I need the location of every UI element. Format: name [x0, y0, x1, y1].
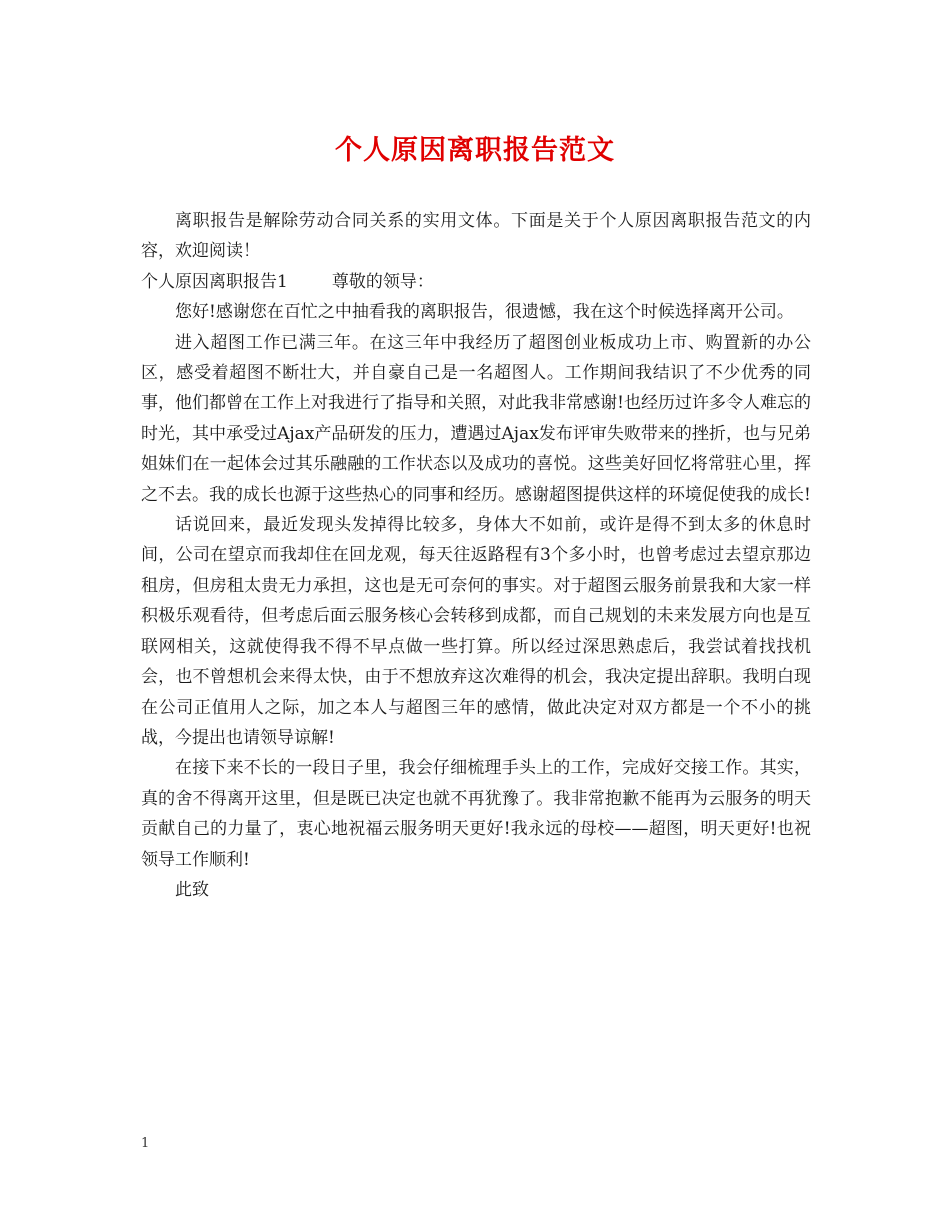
report-heading-line [141, 267, 811, 297]
page-number: 1 [141, 1136, 150, 1151]
document-title: 个人原因离职报告范文 [335, 135, 615, 166]
closing-phrase: 此致 [175, 879, 209, 900]
body-paragraph: 话说回来，最近发现头发掉得比较多，身体大不如前，或许是得不到太多的休息时间，公司在望京而我却住在回龙观，每天往返路程有3个多小时，也曾考虑过去望京那边租房，但房租太贵无力承担，这也是无可奈何的事实。对于超图云服务前景我和大家一样积极乐观看待，但考虑后面云服务核心会转移到成都，而自己规划的未来发展方向也是互联网相关，这就使得我不得不早点做一些打算。所以经过深思熟虑后，我尝试着找找机会，也不曾想机会来得太快，由于不想放弃这次难得的机会，我决定提出辞职。我明白现在公司正值用人之际，加之本人与超图三年的感情，做此决定对双方都是一个不小的挑战，今提出也请领导谅解! [141, 515, 811, 748]
salutation: 尊敬的领导： [331, 271, 434, 292]
document-body [141, 206, 811, 905]
body-paragraph: 进入超图工作已满三年。在这三年中我经历了超图创业板成功上市、购置新的办公区，感受着超图不断壮大，并自豪自己是一名超图人。工作期间我结识了不少优秀的同事，他们都曾在工作上对我进行了指导和关照，对此我非常感谢!也经历过许多令人难忘的时光，其中承受过Ajax产品研发的压力，遭遇过Ajax发布评审失败带来的挫折，也与兄弟姐妹们在一起体会过其乐融融的工作状态以及成功的喜悦。这些美好回忆将常驻心里，挥之不去。我的成长也源于这些热心的同事和经历。感谢超图提供这样的环境促使我的成长! [141, 332, 811, 505]
report-heading: 个人原因离职报告1 [141, 271, 288, 292]
intro-paragraph: 离职报告是解除劳动合同关系的实用文体。下面是关于个人原因离职报告范文的内容，欢迎阅读！ [141, 211, 811, 262]
body-paragraph: 在接下来不长的一段日子里，我会仔细梳理手头上的工作，完成好交接工作。其实，真的舍不得离开这里，但是既已决定也就不再犹豫了。我非常抱歉不能再为云服务的明天贡献自己的力量了，衷心地祝福云服务明天更好!我永远的母校——超图，明天更好!也祝领导工作顺利! [141, 758, 811, 870]
body-paragraph: 您好!感谢您在百忙之中抽看我的离职报告，很遗憾，我在这个时候选择离开公司。 [175, 302, 794, 323]
